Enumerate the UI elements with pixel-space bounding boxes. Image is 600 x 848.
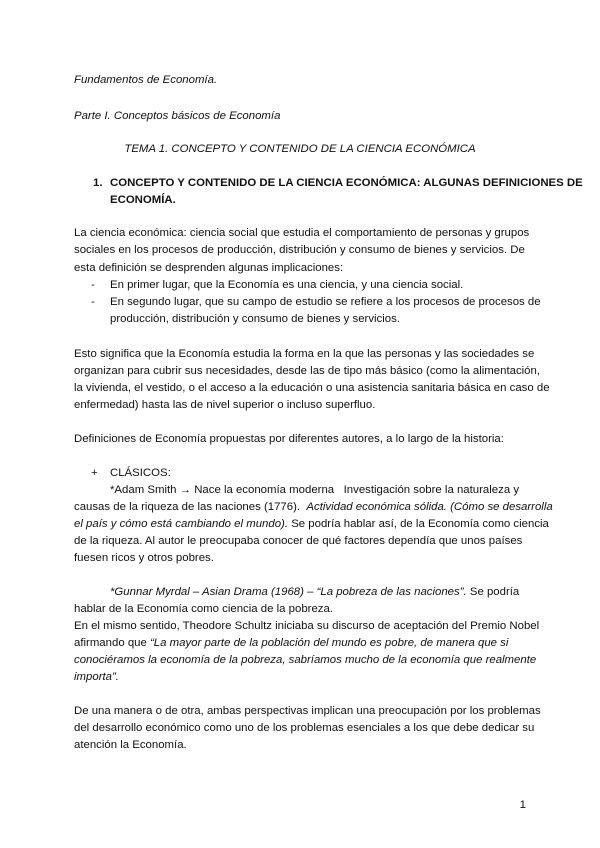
smith-note: Actividad económica sólida. (Cómo se desarrolla: [306, 501, 553, 513]
page-number: 1: [519, 799, 526, 811]
smith-line: de la riqueza. Al autor le preocupaba conocer de qué factores dependía que unos países: [74, 535, 523, 547]
topic-title: TEMA 1. CONCEPTO Y CONTENIDO DE LA CIENCIA ECONÓMICA: [124, 143, 476, 155]
paragraph-line: De una manera o de otra, ambas perspectivas implican una preocupación por los problemas: [74, 705, 541, 717]
paragraph-line: Esto significa que la Economía estudia la forma en la que las personas y las sociedades se: [74, 348, 535, 360]
section-heading-line: ECONOMÍA.: [110, 194, 176, 206]
smith-book-title: Investigación sobre la naturaleza y: [343, 484, 520, 496]
smith-author: *Adam Smith → Nace la economía moderna: [110, 484, 335, 496]
plus-bullet: +: [91, 467, 98, 479]
schultz-line: afirmando que “La mayor parte de la población del mundo es pobre, de manera que si: [74, 637, 509, 649]
list-item: En segundo lugar, que su campo de estudio se refiere a los procesos de procesos de: [110, 296, 541, 308]
paragraph-line: esta definición se desprenden algunas implicaciones:: [74, 262, 344, 274]
list-item-continuation: producción, distribución y consumo de bienes y servicios.: [110, 313, 400, 325]
schultz-quote: importa”.: [74, 671, 119, 683]
dash-bullet: -: [91, 296, 95, 308]
paragraph-line: atención la Economía.: [74, 739, 187, 751]
course-title: Fundamentos de Economía.: [74, 74, 218, 86]
schultz-quote: “La mayor parte de la población del mundo es pobre, de manera que si: [150, 637, 509, 649]
paragraph-line: enfermedad) hasta las de nivel superior o incluso superfluo.: [74, 399, 376, 411]
smith-line: el país y cómo está cambiando el mundo). Se podría hablar así, de la Economía como ciencia: [74, 518, 549, 530]
dash-bullet: -: [91, 279, 95, 291]
paragraph-line: La ciencia económica: ciencia social que estudia el comportamiento de personas y grupos: [74, 227, 530, 239]
smith-line: fuesen ricos y otros pobres.: [74, 552, 214, 564]
paragraph-line: del desarrollo económico como uno de los problemas esenciales a los que debe dedicar su: [74, 722, 535, 734]
myrdal-line: hablar de la Economía como ciencia de la pobreza.: [74, 603, 333, 615]
smith-line: causas de la riqueza de las naciones (1776). Actividad económica sólida. (Cómo se desarrolla: [74, 501, 553, 513]
smith-note: el país y cómo está cambiando el mundo).: [74, 518, 289, 530]
list-item: En primer lugar, que la Economía es una ciencia, y una ciencia social.: [110, 279, 464, 291]
section-heading-line: CONCEPTO Y CONTENIDO DE LA CIENCIA ECONÓMICA: ALGUNAS DEFINICIONES DE: [110, 177, 583, 189]
paragraph-line: Definiciones de Economía propuestas por diferentes autores, a lo largo de la historia:: [74, 433, 504, 445]
section-number: 1.: [93, 177, 103, 189]
myrdal-line: *Gunnar Myrdal – Asian Drama (1968) – “La pobreza de las naciones”. Se podría: [110, 586, 520, 598]
part-title: Parte I. Conceptos básicos de Economía: [74, 110, 281, 122]
paragraph-line: organizan para cubrir sus necesidades, desde las de tipo más básico (como la alimentación,: [74, 365, 541, 377]
classics-label: CLÁSICOS:: [110, 467, 171, 479]
schultz-line: En el mismo sentido, Theodore Schultz iniciaba su discurso de aceptación del Premio Nobel: [74, 620, 540, 632]
paragraph-line: sociales en los procesos de producción, distribución y consumo de bienes y servicios. De: [74, 244, 525, 256]
smith-line: [110, 483, 519, 497]
schultz-quote: conociéramos la economía de la pobreza, sabríamos mucho de la economía que realmente: [74, 654, 537, 666]
paragraph-line: la vivienda, el vestido, o el acceso a la educación o una asistencia sanitaria básica en caso de: [74, 382, 550, 394]
myrdal-reference: *Gunnar Myrdal – Asian Drama (1968) – “La pobreza de las naciones”.: [110, 586, 467, 598]
